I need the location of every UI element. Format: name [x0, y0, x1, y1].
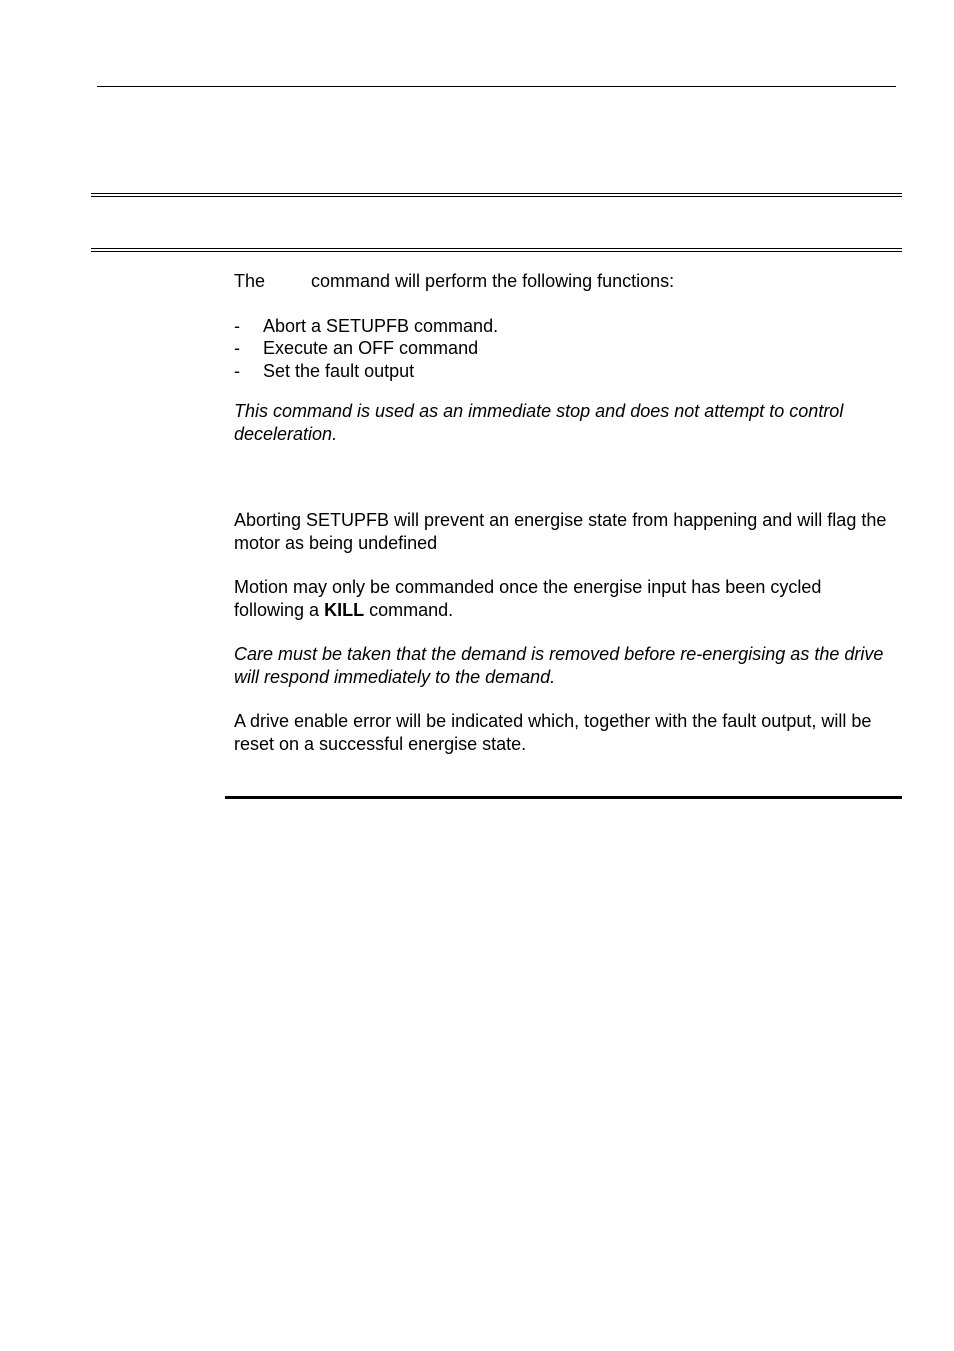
- list-item: [234, 315, 894, 338]
- motion-before: Motion may only be commanded once the energise input has been cycled following a: [234, 577, 822, 620]
- list-item-text: Abort a SETUPFB command.: [263, 315, 499, 336]
- list-dash: -: [234, 315, 240, 336]
- demand-note: Care must be taken that the demand is removed before re-energising as the drive will respond immediately to the demand.: [234, 644, 884, 687]
- command-description: [234, 270, 894, 755]
- function-list: [234, 315, 894, 383]
- list-dash: -: [234, 360, 240, 381]
- section-end-rule: [225, 796, 902, 799]
- header-rule: [97, 86, 896, 87]
- list-item: [234, 337, 894, 360]
- intro-before: The: [234, 271, 266, 291]
- list-item: [234, 360, 894, 383]
- motion-paragraph: [234, 576, 894, 621]
- abort-paragraph: Aborting SETUPFB will prevent an energise state from happening and will flag the motor as being undefined: [234, 510, 887, 553]
- motion-after: command.: [369, 599, 454, 620]
- list-dash: -: [234, 338, 240, 358]
- intro-sentence: [234, 270, 894, 293]
- kill-keyword: KILL: [324, 599, 365, 620]
- drive-enable-paragraph: A drive enable error will be indicated which, together with the fault output, will be reset on a successful energise state.: [234, 711, 872, 754]
- immediate-stop-note: This command is used as an immediate stop and does not attempt to control deceleration.: [234, 401, 844, 444]
- list-item-text: Execute an OFF command: [263, 338, 479, 358]
- section-title-rule-bottom: [91, 248, 902, 252]
- list-item-text: Set the fault output: [263, 360, 415, 381]
- intro-after: command will perform the following functions:: [311, 271, 675, 291]
- section-title-rule-top: [91, 193, 902, 197]
